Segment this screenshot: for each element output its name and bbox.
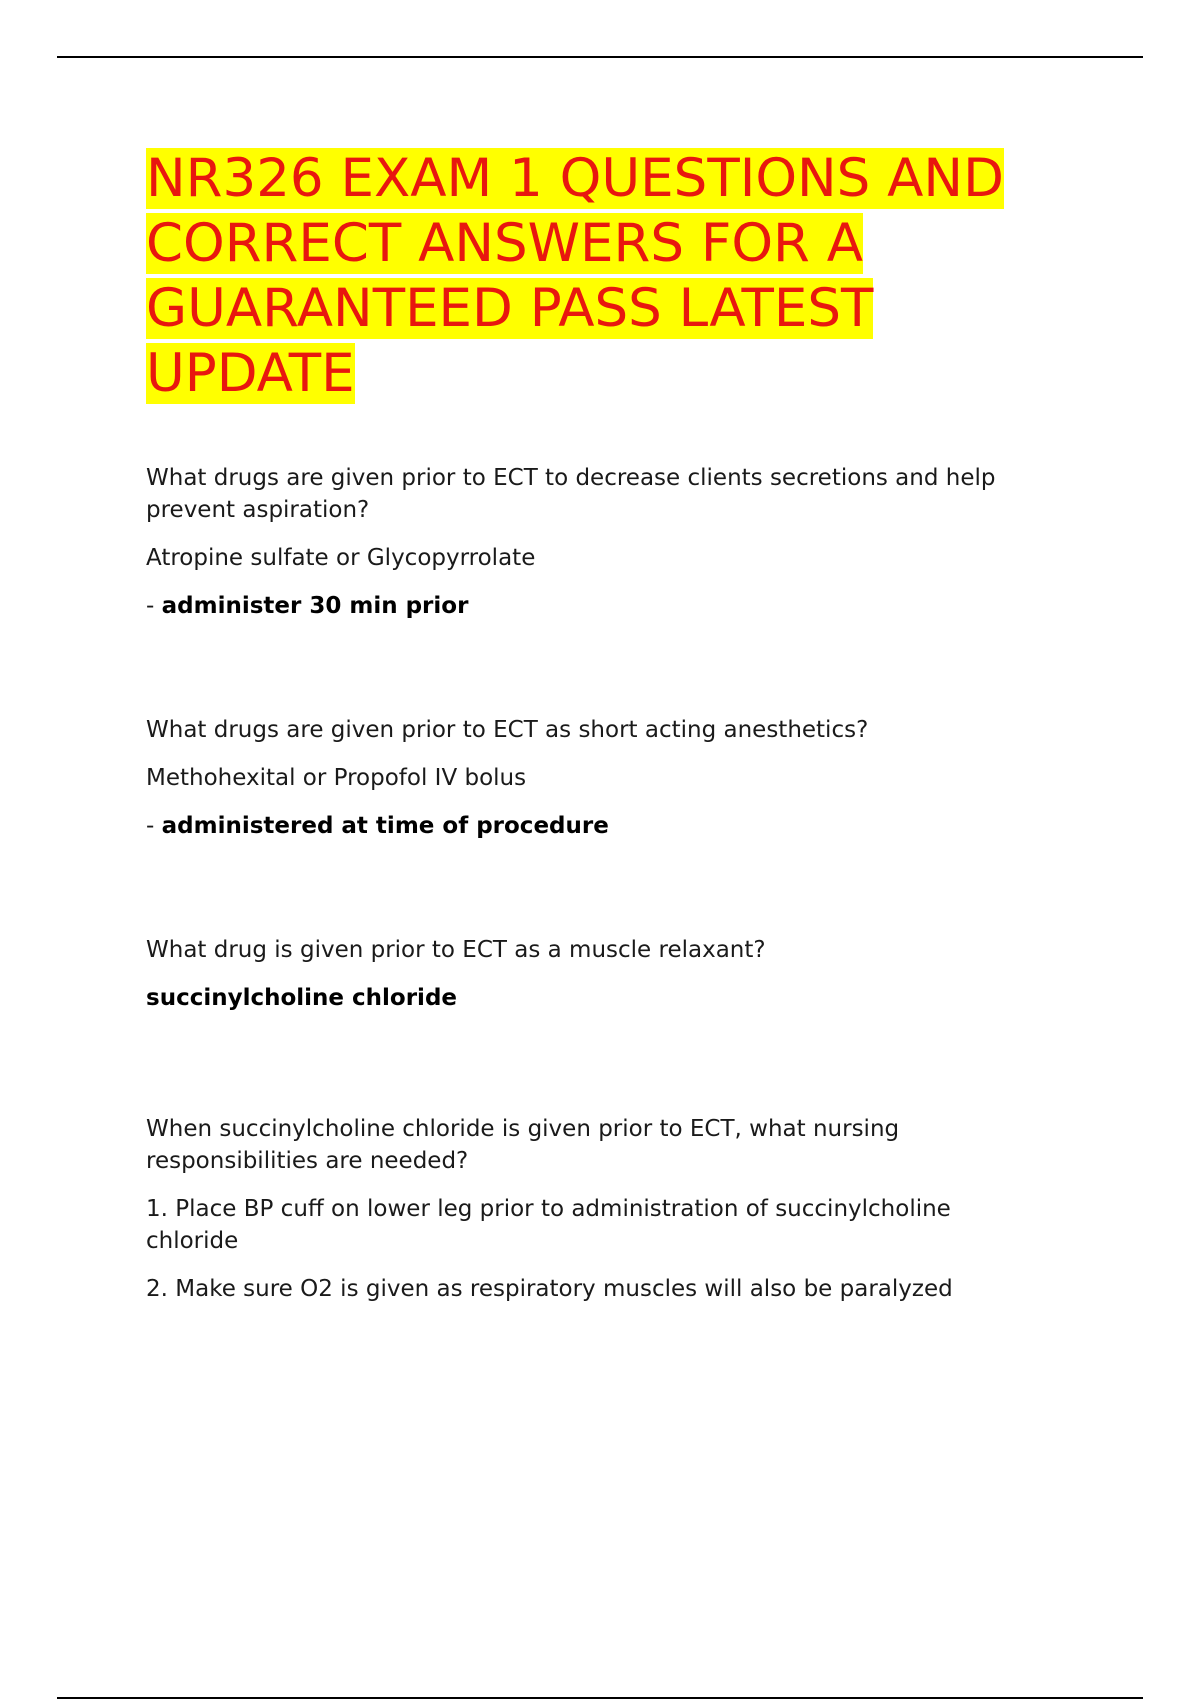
answer-text: Methohexital or Propofol IV bolus (146, 765, 527, 791)
document-body (146, 146, 1046, 1321)
note-text: administer 30 min prior (161, 593, 469, 619)
answer-note (146, 810, 1046, 842)
answer-line-1: 1. Place BP cuff on lower leg prior to administration of succinylcholine chloride (146, 1196, 951, 1254)
document-title (146, 146, 1046, 406)
answer-text: succinylcholine chloride (146, 985, 458, 1011)
question-text: What drugs are given prior to ECT to decrease clients secretions and help prevent aspiration? (146, 465, 996, 523)
top-rule (57, 56, 1143, 58)
answer-text: Atropine sulfate or Glycopyrrolate (146, 545, 536, 571)
qa-item-3 (146, 934, 1046, 1014)
title-highlight: NR326 EXAM 1 QUESTIONS AND CORRECT ANSWERS FOR A GUARANTEED PASS LATEST UPDATE (146, 148, 1004, 404)
note-dash: - (146, 813, 162, 839)
answer-note (146, 590, 1046, 622)
question-text: What drugs are given prior to ECT as short acting anesthetics? (146, 717, 869, 743)
qa-item-4 (146, 1113, 1046, 1305)
note-text: administered at time of procedure (161, 813, 609, 839)
qa-item-2 (146, 714, 1046, 842)
note-dash: - (146, 593, 162, 619)
bottom-rule (57, 1697, 1143, 1699)
qa-item-1 (146, 462, 1046, 622)
question-text: When succinylcholine chloride is given prior to ECT, what nursing responsibilities are needed? (146, 1116, 900, 1174)
answer-line-2: 2. Make sure O2 is given as respiratory muscles will also be paralyzed (146, 1276, 953, 1302)
question-text: What drug is given prior to ECT as a muscle relaxant? (146, 937, 766, 963)
